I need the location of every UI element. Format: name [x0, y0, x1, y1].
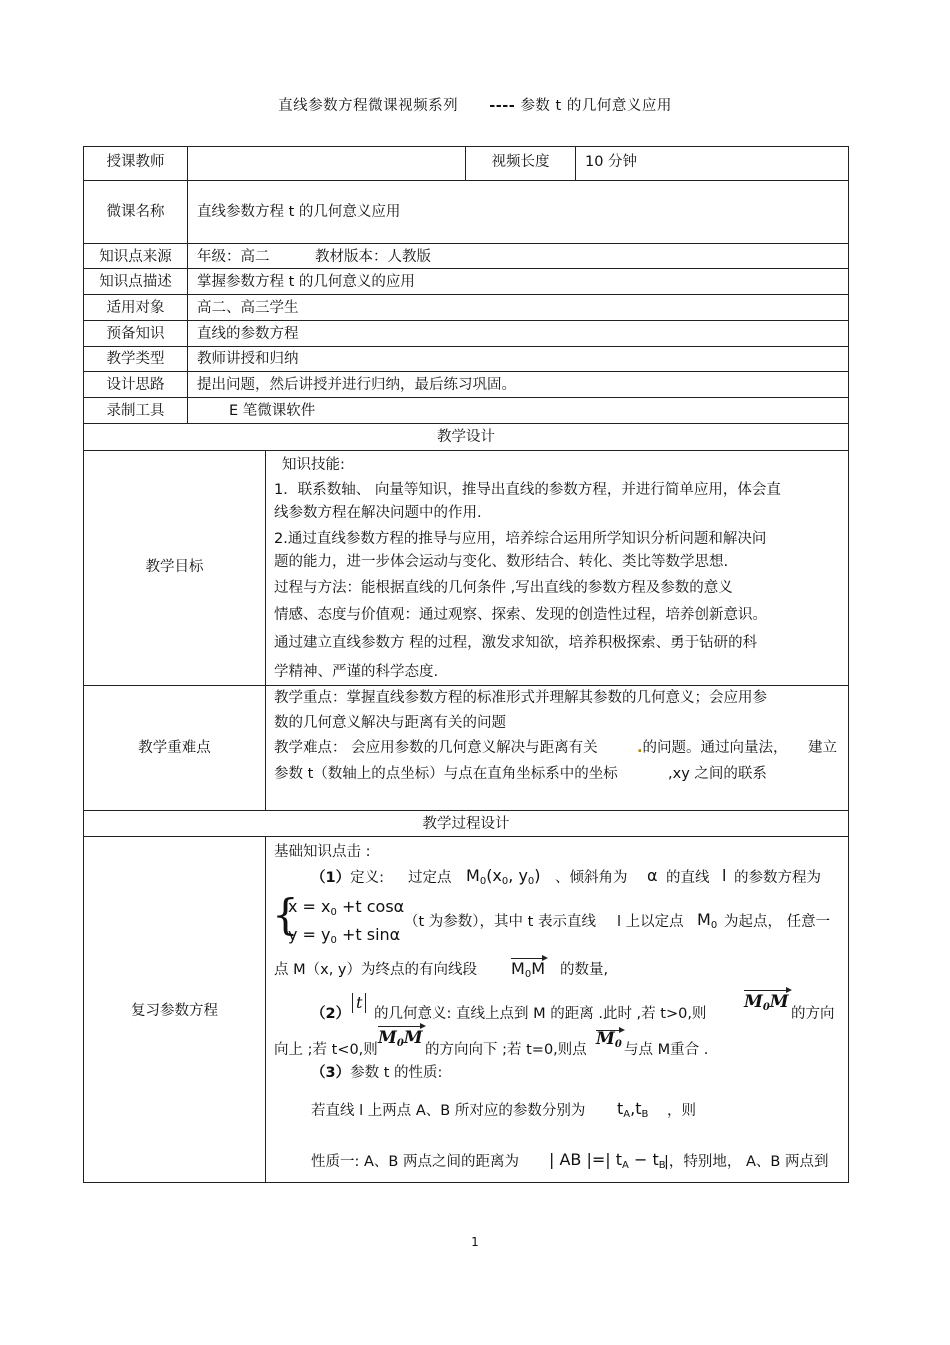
duration-value: 10 分钟: [585, 154, 638, 170]
key-line: ,xy 之间的联系: [668, 766, 767, 782]
definition-text: 、倾斜角为: [555, 870, 628, 886]
key-line: 建立: [808, 740, 837, 756]
prerequisite-label: 预备知识: [106, 326, 165, 342]
geometric-text: 向上 ;若 t<0,则: [274, 1042, 378, 1058]
geometric-text: 的方向: [791, 1006, 835, 1022]
property-one: |，特别地， A、B 两点到: [664, 1154, 829, 1170]
key-line: 教学重点：掌握直线参数方程的标准形式并理解其参数的几何意义；会应用参: [274, 690, 767, 706]
m0-symbol: $M_0$: [697, 910, 718, 931]
design-idea-label: 设计思路: [106, 377, 165, 393]
document-title: [0, 94, 950, 115]
distance-formula: | AB |=| $t_A - t_B$: [549, 1150, 666, 1171]
course-name-label: 微课名称: [106, 204, 165, 220]
audience-value: 高二、高三学生: [197, 300, 299, 316]
geometric-text: 的方向向下 ;若 t=0,则点: [425, 1042, 587, 1058]
goal-line: 过程与方法：能根据直线的几何条件 ,写出直线的参数方程及参数的意义: [274, 580, 733, 596]
definition-text: 的参数方程为: [734, 870, 821, 886]
title-tail: 参数 t 的几何意义应用: [520, 98, 672, 114]
source-label: 知识点来源: [99, 249, 172, 265]
abs-t: t: [352, 993, 366, 1013]
design-idea-value: 提出问题，然后讲授并进行归纳，最后练习巩固。: [197, 377, 516, 393]
param-ta-tb: $t_A,t_B$: [617, 1099, 649, 1120]
description-value: 掌握参数方程 t 的几何意义的应用: [197, 274, 415, 290]
teaching-type-value: 教师讲授和归纳: [197, 351, 299, 367]
title-main: 直线参数方程微课视频系列: [278, 98, 459, 114]
key-line: 参数 t（数轴上的点坐标）与点在直角坐标系中的坐标: [274, 766, 618, 782]
goal-line: 情感、态度与价值观：通过观察、探索、发现的创造性过程，培养创新意识。: [274, 607, 767, 623]
design-header: 教学设计: [437, 429, 495, 445]
source-grade: 年级：高二: [197, 249, 270, 265]
key-points-label: 教学重难点: [138, 740, 211, 756]
teacher-label: 授课教师: [106, 154, 165, 170]
course-name-value: 直线参数方程 t 的几何意义应用: [197, 204, 401, 220]
key-line: 教学难点： 会应用参数的几何意义解决与距离有关: [274, 740, 598, 756]
source-edition: 教材版本：人教版: [315, 249, 431, 265]
vector-m0m-image: $M_0M$: [744, 990, 789, 1017]
equation-brace: {: [272, 890, 299, 939]
line-l-symbol: l: [722, 866, 727, 885]
review-label: 复习参数方程: [131, 1003, 218, 1019]
goal-label: 教学目标: [145, 559, 204, 575]
property-heading: （3）参数 t 的性质:: [311, 1065, 443, 1081]
audience-label: 适用对象: [106, 300, 165, 316]
key-line: 数的几何意义解决与距离有关的问题: [274, 715, 506, 731]
geometric-text: 的几何意义: 直线上点到 M 的距离 .此时 ,若 t>0,则: [374, 1006, 707, 1022]
param-note: l 上以定点: [617, 914, 684, 930]
property-one: 性质一: A、B 两点之间的距离为: [311, 1154, 519, 1170]
endpoint-text: 点 M（x, y）为终点的有向线段: [274, 962, 477, 978]
goal-line: 题的能力，进一步体会运动与变化、数形结合、转化、类比等数学思想.: [274, 554, 729, 570]
alpha-symbol: α: [647, 866, 658, 885]
goal-line: 知识技能:: [282, 457, 345, 473]
param-note: 为起点， 任意一: [724, 914, 831, 930]
geometric-meaning: （2）: [311, 1006, 351, 1022]
geometric-text: 与点 M重合 .: [624, 1042, 709, 1058]
vector-m0m: $M_0M$: [511, 958, 545, 984]
definition-text: 的直线: [666, 870, 710, 886]
vector-m0m-image: $M_0M$: [378, 1026, 423, 1053]
m0-image: $M_0$: [596, 1030, 622, 1054]
equation-x: $x = x_0 +t$ cosα: [288, 897, 405, 918]
recording-tool-label: 录制工具: [106, 403, 165, 419]
recording-tool-value: E 笔微课软件: [229, 403, 316, 419]
goal-line: 线参数方程在解决问题中的作用.: [274, 505, 482, 521]
goal-line: 1．联系数轴、 向量等知识，推导出直线的参数方程，并进行简单应用，体会直: [274, 482, 781, 498]
intro-text: 基础知识点击 :: [274, 844, 371, 860]
point-m0: $M_0(x_0$, $y_0$): [466, 866, 541, 887]
page-number: 1: [471, 1235, 479, 1249]
equation-y: $y = y_0 +t$ sinα: [288, 925, 401, 946]
key-line: .的问题。通过向量法，: [637, 740, 788, 756]
definition-line: （1）定义:: [311, 870, 384, 886]
prerequisite-value: 直线的参数方程: [197, 326, 299, 342]
definition-text: 过定点: [408, 870, 452, 886]
title-dash: ----: [489, 98, 516, 114]
goal-line: 学精神、严谨的科学态度.: [274, 664, 439, 680]
property-line: 若直线 l 上两点 A、B 所对应的参数分别为: [311, 1103, 586, 1119]
param-note: （t 为参数），其中 t 表示直线: [404, 914, 596, 930]
goal-line: 通过建立直线参数方 程的过程，激发求知欲，培养积极探索、勇于钻研的科: [274, 635, 758, 651]
process-header: 教学过程设计: [422, 816, 510, 832]
teaching-type-label: 教学类型: [106, 351, 165, 367]
description-label: 知识点描述: [99, 274, 172, 290]
endpoint-text: 的数量,: [560, 962, 609, 978]
goal-line: 2.通过直线参数方程的推导与应用，培养综合运用所学知识分析问题和解决问: [274, 531, 767, 547]
duration-label: 视频长度: [491, 154, 550, 170]
property-line: ，则: [667, 1103, 696, 1119]
